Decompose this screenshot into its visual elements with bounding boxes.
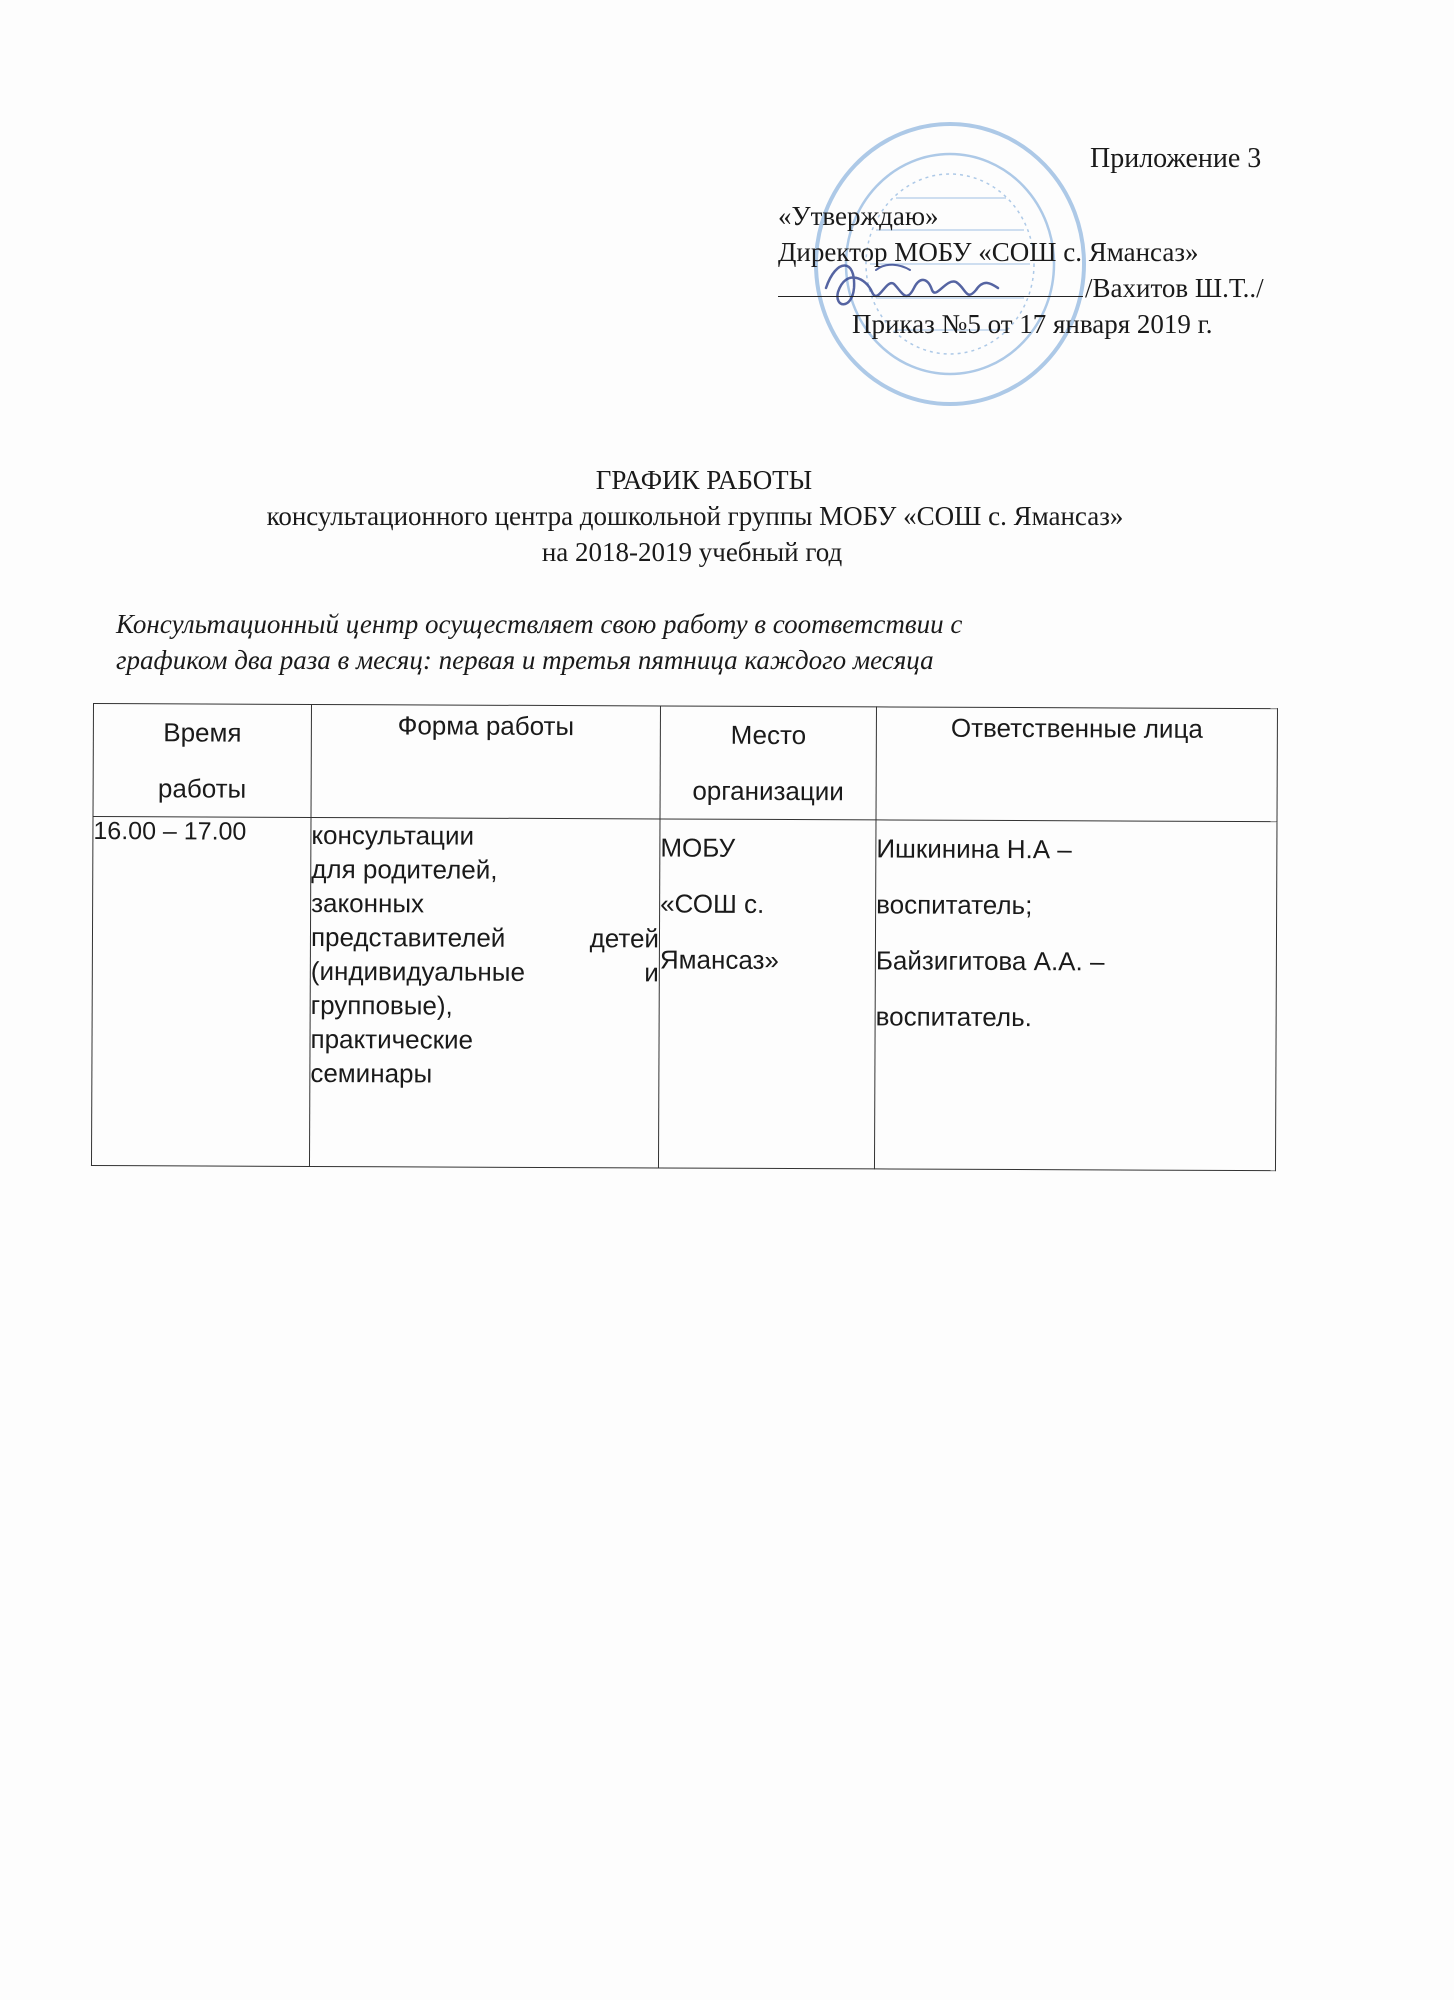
signer-name: /Вахитов Ш.Т../ [1085,273,1264,303]
appendix-label: Приложение 3 [1090,143,1262,174]
header-place: Место организации [660,706,876,820]
table-row [91,817,1277,1171]
header-time: Время работы [93,704,311,818]
note-line-1: Консультационный центр осуществляет свою работу в соответствии с [116,609,963,639]
approval-block [778,198,1318,342]
cell-responsible: Ишкинина Н.А – воспитатель; Байзигитова А.А. – воспитатель. [874,820,1277,1171]
signature-row [778,270,1318,306]
note-line-2: графиком два раза в месяц: первая и третья пятница каждого месяца [116,645,934,675]
table-header-row [93,704,1277,822]
signature-line [778,274,1083,297]
cell-place: МОБУ «СОШ с. Ямансаз» [658,819,876,1169]
document-title [0,462,1454,570]
cell-time: 16.00 – 17.00 [91,817,311,1167]
header-form: Форма работы [311,704,660,819]
director-title: Директор МОБУ «СОШ с. Ямансаз» [778,237,1199,267]
order-reference: Приказ №5 от 17 января 2019 г. [852,309,1213,339]
approve-label: «Утверждаю» [778,201,939,231]
title-line-3: на 2018-2019 учебный год [541,537,843,567]
schedule-table [91,703,1278,1171]
header-responsible: Ответственные лица [876,707,1277,822]
cell-form: консультации для родителей, законных представителей детей (индивидуальные и групповые), практические семинары [309,817,660,1168]
title-line-1: ГРАФИК РАБОТЫ [595,465,813,495]
schedule-note [116,606,1316,678]
title-line-2: консультационного центра дошкольной группы МОБУ «СОШ с. Ямансаз» [266,501,1124,531]
